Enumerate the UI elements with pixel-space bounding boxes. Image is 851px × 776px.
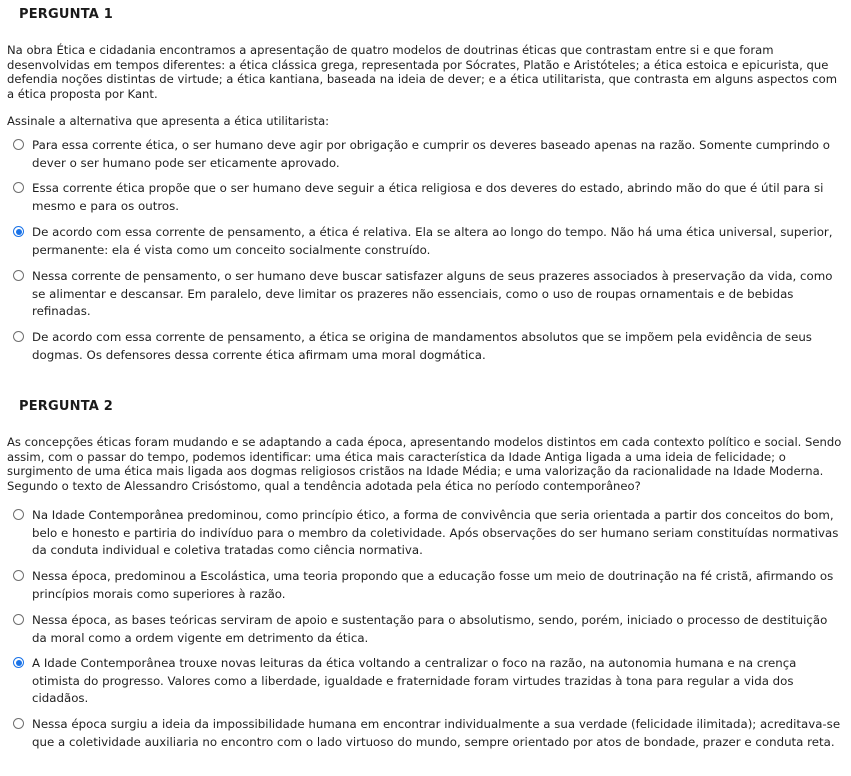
- answer-option-label: De acordo com essa corrente de pensamento, a ética se origina de mandamentos absolutos que se impõem pela evidência de seus dogmas. Os defensores dessa corrente ética afirmam uma moral dogmática.: [32, 330, 812, 362]
- answer-option-label: Nessa época surgiu a ideia da impossibilidade humana em encontrar individualmente a sua verdade (felicidade ilimitada); acreditava-se que a coletividade auxiliaria no encontro com o lado virtuoso do mundo, sempre orientado por atos de bondade, prazer e conduta reta.: [32, 717, 841, 749]
- radio-button[interactable]: [13, 509, 24, 520]
- radio-button[interactable]: [13, 570, 24, 581]
- question-title: PERGUNTA 1: [19, 7, 114, 22]
- question-text: As concepções éticas foram mudando e se adaptando a cada época, apresentando modelos distintos em cada contexto político e social. Sendo assim, com o passar do tempo, podemos identificar: uma ética mais característica da Idade Antiga ligada a uma ideia de felicidade; o surgimento de uma ética mais ligada aos dogmas religiosos cristãos na Idade Média; e uma valorização da racionalidade na Idade Moderna. Segundo o texto de Alessandro Crisóstomo, qual a tendência adotada pela ética no período contemporâneo?: [7, 435, 842, 493]
- answer-option-label: Nessa época, as bases teóricas serviram de apoio e sustentação para o absolutismo, sendo, porém, iniciado o processo de destituição da moral como a ordem vigente em detrimento da ética.: [32, 613, 828, 645]
- answer-option-label: Essa corrente ética propõe que o ser humano deve seguir a ética religiosa e dos deveres do estado, abrindo mão do que é útil para si mesmo e para os outros.: [32, 181, 824, 213]
- radio-button[interactable]: [13, 270, 24, 281]
- answer-option-label: De acordo com essa corrente de pensamento, a ética é relativa. Ela se altera ao longo do tempo. Não há uma ética universal, superior, permanente: ela é vista como um conceito socialmente construído.: [32, 225, 833, 257]
- answer-option-label: Nessa corrente de pensamento, o ser humano deve buscar satisfazer alguns de seus prazeres associados à preservação da vida, como se alimentar e descansar. Em paralelo, deve limitar os prazeres não essenciais, como o uso de roupas ornamentais e de bebidas refinadas.: [32, 269, 833, 319]
- answer-option-label: Para essa corrente ética, o ser humano deve agir por obrigação e cumprir os deveres baseado apenas na razão. Somente cumprindo o dever o ser humano pode ser eticamente aprovado.: [32, 138, 830, 170]
- radio-button[interactable]: [13, 182, 24, 193]
- answer-option-label: A Idade Contemporânea trouxe novas leituras da ética voltando a centralizar o foco na razão, na autonomia humana e na crença otimista do progresso. Valores como a liberdade, igualdade e fraternidade foram virtudes trazidas à tona para regular a vida dos cidadãos.: [32, 656, 797, 706]
- radio-button[interactable]: [13, 139, 24, 150]
- question-prompt: Assinale a alternativa que apresenta a ética utilitarista:: [7, 114, 330, 128]
- question-text: Na obra Ética e cidadania encontramos a apresentação de quatro modelos de doutrinas éticas que contrastam entre si e que foram desenvolvidas em tempos diferentes: a ética clássica grega, representada por Sócrates, Platão e Aristóteles; a ética estoica e epicurista, que defendia noções distintas de virtude; a ética kantiana, baseada na ideia de dever; e a ética utilitarista, que contrasta em alguns aspectos com a ética proposta por Kant.: [7, 43, 838, 101]
- radio-button[interactable]: [13, 614, 24, 625]
- answer-option-label: Nessa época, predominou a Escolástica, uma teoria propondo que a educação fosse um meio de doutrinação na fé cristã, afirmando os princípios morais como superiores à razão.: [32, 569, 834, 601]
- question-title: PERGUNTA 2: [19, 399, 114, 414]
- radio-button-selected[interactable]: [13, 657, 24, 668]
- radio-button[interactable]: [13, 718, 24, 729]
- radio-button-selected[interactable]: [13, 226, 24, 237]
- radio-button[interactable]: [13, 331, 24, 342]
- answer-option-label: Na Idade Contemporânea predominou, como princípio ético, a forma de convivência que seria orientada a partir dos conceitos do bom, belo e honesto e partiria do indivíduo para o membro da coletividade. Após observações do ser humano seriam constituídas normativas da conduta individual e coletiva tratadas como ciência normativa.: [32, 508, 839, 558]
